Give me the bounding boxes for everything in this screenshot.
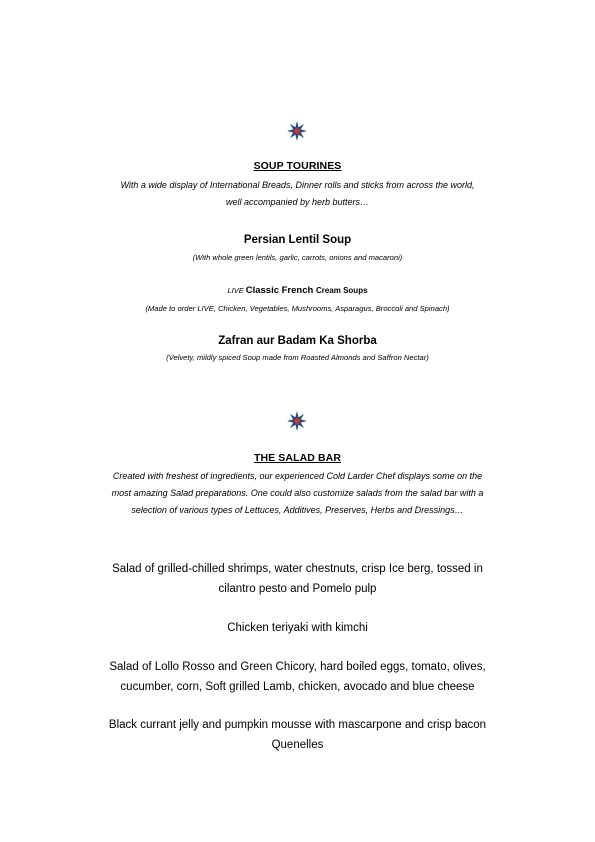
salad-item-line: cucumber, corn, Soft grilled Lamb, chicken, avocado and blue cheese bbox=[120, 681, 475, 693]
compass-star-icon bbox=[287, 121, 307, 141]
salad-item-line: Salad of grilled-chilled shrimps, water chestnuts, crisp Ice berg, tossed in bbox=[112, 563, 483, 575]
dish-title-small: Cream Soups bbox=[315, 286, 368, 295]
salad-item-line: Salad of Lollo Rosso and Green Chicory, hard boiled eggs, tomato, olives, bbox=[109, 661, 486, 673]
salad-section-heading: THE SALAD BAR bbox=[253, 452, 342, 464]
salad-item-line: cilantro pesto and Pomelo pulp bbox=[218, 583, 377, 595]
live-tag: LIVE bbox=[227, 286, 244, 295]
salad-item bbox=[60, 715, 535, 755]
ornament-graphic bbox=[287, 411, 307, 431]
salad-intro bbox=[0, 468, 595, 519]
salad-intro-line: selection of various types of Lettuces, Additives, Preserves, Herbs and Dressings… bbox=[131, 505, 464, 515]
soup-section-heading: SOUP TOURINES bbox=[253, 160, 342, 172]
dish-title-main: Classic French bbox=[245, 285, 314, 296]
ornament-graphic bbox=[287, 121, 307, 141]
compass-star-icon bbox=[287, 411, 307, 431]
soup-intro-line: With a wide display of International Breads, Dinner rolls and sticks from across the world, bbox=[120, 180, 475, 190]
salad-intro-line: most amazing Salad preparations. One could also customize salads from the salad bar with a bbox=[111, 488, 484, 498]
dish-title: Persian Lentil Soup bbox=[243, 234, 352, 246]
dish-description: (Velvety, mildly spiced Soup made from Roasted Almonds and Saffron Nectar) bbox=[166, 353, 429, 362]
salad-item bbox=[60, 657, 535, 697]
salad-item bbox=[60, 559, 535, 599]
dish-description: (With whole green lentils, garlic, carrots, onions and macaroni) bbox=[192, 253, 403, 262]
dish-title-live bbox=[0, 285, 595, 296]
soup-intro bbox=[0, 177, 595, 211]
salad-item-line: Quenelles bbox=[271, 739, 324, 751]
salad-item-line: Black currant jelly and pumpkin mousse with mascarpone and crisp bacon bbox=[108, 719, 487, 731]
soup-intro-line: well accompanied by herb butters… bbox=[225, 197, 370, 207]
salad-item-line: Chicken teriyaki with kimchi bbox=[227, 622, 368, 634]
salad-intro-line: Created with freshest of ingredients, our experienced Cold Larder Chef displays some on the bbox=[112, 471, 483, 481]
dish-description: (Made to order LIVE, Chicken, Vegetables, Mushrooms, Asparagus, Broccoli and Spinach) bbox=[145, 304, 450, 313]
dish-title: Zafran aur Badam Ka Shorba bbox=[218, 335, 377, 347]
salad-item bbox=[60, 618, 535, 638]
